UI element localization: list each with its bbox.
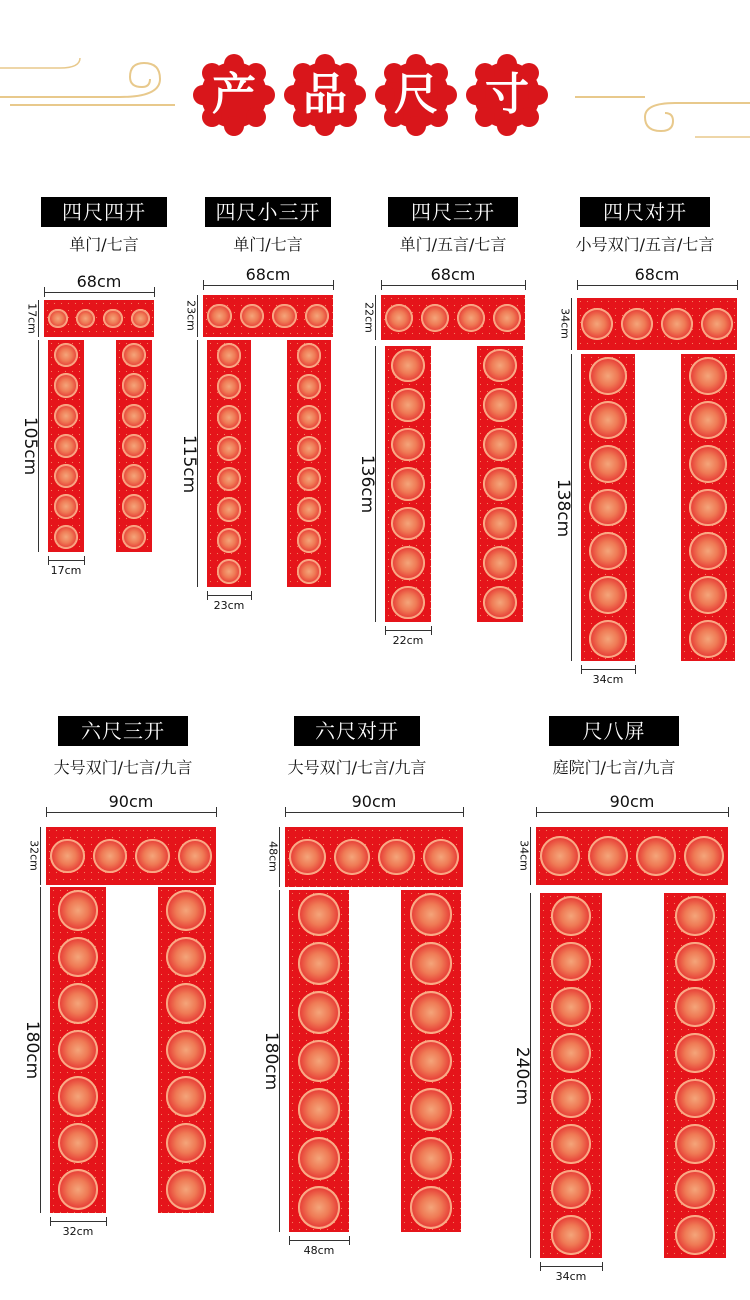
cloud-ornament-right [575, 85, 750, 145]
fu-medallion [421, 304, 449, 332]
vwidth-dimension-line [289, 1240, 349, 1241]
fu-medallion [122, 494, 146, 518]
fu-medallion [675, 987, 715, 1027]
vwidth-dimension-line [581, 669, 635, 670]
fu-medallion [391, 546, 424, 579]
product-title: 六尺对开 [294, 716, 420, 746]
fu-medallion [217, 343, 242, 368]
fu-medallion [122, 525, 146, 549]
fu-medallion [689, 357, 727, 395]
fu-medallion [689, 576, 727, 614]
right-vertical-scroll [401, 890, 461, 1232]
right-vertical-scroll [477, 346, 523, 622]
vertical-length-label: 115cm [179, 434, 199, 493]
product-subtitle: 大号双门/七言/九言 [53, 758, 193, 777]
fu-medallion [50, 839, 85, 874]
right-vertical-scroll [681, 354, 735, 661]
product-subtitle: 单门/七言 [69, 235, 139, 254]
fu-medallion [457, 304, 485, 332]
fu-medallion [689, 532, 727, 570]
fu-medallion [58, 1030, 99, 1071]
fu-medallion [54, 494, 78, 518]
vwidth-dimension-line [207, 595, 251, 596]
fu-medallion [540, 836, 580, 876]
fu-medallion [289, 839, 326, 876]
fu-medallion [410, 1186, 453, 1229]
vertical-length-label: 138cm [553, 478, 573, 537]
width-tick-right [728, 807, 729, 817]
product-title: 尺八屏 [549, 716, 679, 746]
fu-medallion [589, 489, 627, 527]
fu-medallion [334, 839, 371, 876]
fu-medallion [298, 942, 341, 985]
right-vertical-scroll [158, 887, 214, 1213]
title-badge-2 [283, 53, 367, 137]
fu-medallion [93, 839, 128, 874]
vwidth-dimension-line [540, 1266, 602, 1267]
width-tick-right [737, 280, 738, 290]
fu-medallion [122, 373, 146, 397]
fu-medallion [675, 1215, 715, 1255]
fu-medallion [122, 343, 146, 367]
product-subtitle: 小号双门/五言/七言 [575, 235, 715, 254]
fu-medallion [58, 1169, 99, 1210]
left-vertical-scroll [207, 340, 251, 587]
product-subtitle: 大号双门/七言/九言 [287, 758, 427, 777]
fu-medallion [483, 546, 516, 579]
fu-medallion [391, 467, 424, 500]
fu-medallion [297, 405, 322, 430]
product-title: 四尺小三开 [205, 197, 331, 227]
fu-medallion [305, 304, 330, 329]
horizontal-height-label: 32cm [27, 840, 41, 871]
fu-medallion [298, 1088, 341, 1131]
fu-medallion [589, 357, 627, 395]
fu-medallion [589, 620, 627, 658]
fu-medallion [689, 620, 727, 658]
product-subtitle: 庭院门/七言/九言 [552, 758, 676, 777]
fu-medallion [410, 1137, 453, 1180]
horizontal-scroll [203, 295, 333, 337]
fu-medallion [217, 497, 242, 522]
fu-medallion [207, 304, 232, 329]
fu-medallion [298, 1186, 341, 1229]
vertical-width-label: 34cm [592, 673, 624, 686]
fu-medallion [54, 373, 78, 397]
fu-medallion [58, 1076, 99, 1117]
fu-medallion [551, 987, 591, 1027]
fu-medallion [391, 428, 424, 461]
width-dimension-line [44, 292, 154, 293]
fu-medallion [551, 896, 591, 936]
fu-medallion [135, 839, 170, 874]
left-vertical-scroll [540, 893, 602, 1258]
fu-medallion [410, 1088, 453, 1131]
fu-medallion [131, 309, 151, 329]
vertical-width-label: 48cm [303, 1244, 335, 1257]
vertical-length-label: 240cm [512, 1046, 532, 1105]
horizontal-height-label: 22cm [362, 301, 376, 333]
vertical-length-label: 105cm [20, 416, 40, 476]
fu-medallion [166, 1169, 207, 1210]
fu-medallion [103, 309, 123, 329]
width-label: 90cm [108, 792, 154, 811]
width-tick-left [44, 287, 45, 297]
fu-medallion [483, 507, 516, 540]
left-vertical-scroll [50, 887, 106, 1213]
horizontal-height-label: 23cm [184, 300, 198, 331]
width-tick-left [381, 280, 382, 290]
fu-medallion [636, 836, 676, 876]
fu-medallion [675, 896, 715, 936]
product-subtitle: 单门/五言/七言 [399, 235, 507, 254]
fu-medallion [166, 1076, 207, 1117]
fu-medallion [166, 983, 207, 1024]
fu-medallion [589, 401, 627, 439]
horizontal-height-label: 34cm [558, 308, 572, 339]
horizontal-scroll [44, 300, 154, 337]
title-badge-3 [374, 53, 458, 137]
fu-medallion [551, 1033, 591, 1073]
fu-medallion [483, 388, 516, 421]
fu-medallion [483, 428, 516, 461]
right-vertical-scroll [287, 340, 331, 587]
fu-medallion [217, 374, 242, 399]
fu-medallion [675, 942, 715, 982]
fu-medallion [166, 890, 207, 931]
fu-medallion [423, 839, 460, 876]
fu-medallion [58, 890, 99, 931]
page-header [0, 0, 750, 150]
right-vertical-scroll [116, 340, 152, 552]
fu-medallion [410, 1040, 453, 1083]
vertical-width-label: 34cm [555, 1270, 587, 1283]
fu-medallion [493, 304, 521, 332]
fu-medallion [391, 349, 424, 382]
title-char-2: 品 [303, 69, 347, 120]
fu-medallion [58, 1123, 99, 1164]
width-dimension-line [381, 285, 525, 286]
vertical-width-label: 32cm [62, 1225, 94, 1238]
fu-medallion [297, 528, 322, 553]
fu-medallion [298, 991, 341, 1034]
fu-medallion [675, 1124, 715, 1164]
fu-medallion [217, 436, 242, 461]
fu-medallion [122, 404, 146, 428]
fu-medallion [122, 434, 146, 458]
width-tick-right [154, 287, 155, 297]
vwidth-dimension-line [50, 1221, 106, 1222]
width-label: 68cm [76, 272, 122, 291]
fu-medallion [58, 937, 99, 978]
fu-medallion [701, 308, 733, 340]
fu-medallion [391, 507, 424, 540]
fu-medallion [217, 467, 242, 492]
vertical-width-label: 22cm [392, 634, 424, 647]
fu-medallion [297, 467, 322, 492]
width-tick-left [536, 807, 537, 817]
fu-medallion [689, 401, 727, 439]
fu-medallion [581, 308, 613, 340]
width-tick-left [577, 280, 578, 290]
fu-medallion [684, 836, 724, 876]
left-vertical-scroll [581, 354, 635, 661]
title-badge-4 [465, 53, 549, 137]
fu-medallion [58, 983, 99, 1024]
width-dimension-line [577, 285, 737, 286]
product-title: 四尺对开 [580, 197, 710, 227]
width-dimension-line [536, 812, 728, 813]
width-dimension-line [285, 812, 463, 813]
width-tick-left [285, 807, 286, 817]
horizontal-scroll [46, 827, 216, 885]
fu-medallion [483, 586, 516, 619]
fu-medallion [689, 445, 727, 483]
horizontal-scroll [285, 827, 463, 887]
fu-medallion [589, 576, 627, 614]
fu-medallion [551, 1124, 591, 1164]
fu-medallion [385, 304, 413, 332]
fu-medallion [122, 464, 146, 488]
fu-medallion [297, 497, 322, 522]
fu-medallion [551, 1170, 591, 1210]
vwidth-dimension-line [385, 630, 431, 631]
fu-medallion [76, 309, 96, 329]
fu-medallion [298, 1137, 341, 1180]
fu-medallion [298, 1040, 341, 1083]
left-vertical-scroll [289, 890, 349, 1232]
fu-medallion [378, 839, 415, 876]
product-title: 六尺三开 [58, 716, 188, 746]
width-tick-right [463, 807, 464, 817]
fu-medallion [391, 586, 424, 619]
fu-medallion [391, 388, 424, 421]
vertical-length-label: 180cm [22, 1020, 42, 1080]
width-tick-right [216, 807, 217, 817]
fu-medallion [54, 434, 78, 458]
fu-medallion [166, 937, 207, 978]
product-title: 四尺四开 [41, 197, 167, 227]
fu-medallion [675, 1079, 715, 1119]
fu-medallion [178, 839, 213, 874]
width-dimension-line [203, 285, 333, 286]
vertical-width-label: 17cm [50, 564, 82, 577]
fu-medallion [675, 1170, 715, 1210]
horizontal-height-label: 34cm [517, 840, 531, 871]
width-label: 68cm [430, 265, 476, 284]
width-label: 68cm [634, 265, 680, 284]
right-vertical-scroll [664, 893, 726, 1258]
product-title: 四尺三开 [388, 197, 518, 227]
fu-medallion [48, 309, 68, 329]
title-char-4: 寸 [485, 69, 529, 120]
fu-medallion [217, 559, 242, 584]
fu-medallion [272, 304, 297, 329]
fu-medallion [689, 489, 727, 527]
title-char-3: 尺 [394, 69, 438, 120]
vertical-width-label: 23cm [213, 599, 245, 612]
width-tick-right [333, 280, 334, 290]
width-tick-right [525, 280, 526, 290]
fu-medallion [166, 1123, 207, 1164]
fu-medallion [298, 893, 341, 936]
fu-medallion [297, 436, 322, 461]
title-badge-1 [192, 53, 276, 137]
fu-medallion [483, 349, 516, 382]
horizontal-scroll [577, 298, 737, 350]
fu-medallion [297, 374, 322, 399]
left-vertical-scroll [48, 340, 84, 552]
fu-medallion [410, 991, 453, 1034]
fu-medallion [483, 467, 516, 500]
fu-medallion [551, 942, 591, 982]
fu-medallion [54, 343, 78, 367]
fu-medallion [297, 343, 322, 368]
fu-medallion [551, 1079, 591, 1119]
vertical-length-label: 136cm [357, 454, 377, 514]
fu-medallion [54, 525, 78, 549]
fu-medallion [54, 464, 78, 488]
fu-medallion [589, 532, 627, 570]
product-subtitle: 单门/七言 [233, 235, 303, 254]
title-char-1: 产 [212, 69, 256, 120]
fu-medallion [675, 1033, 715, 1073]
vertical-length-label: 180cm [261, 1031, 281, 1091]
fu-medallion [621, 308, 653, 340]
fu-medallion [589, 445, 627, 483]
fu-medallion [661, 308, 693, 340]
fu-medallion [297, 559, 322, 584]
fu-medallion [551, 1215, 591, 1255]
horizontal-scroll [536, 827, 728, 885]
fu-medallion [240, 304, 265, 329]
width-label: 90cm [351, 792, 397, 811]
width-label: 68cm [245, 265, 291, 284]
width-tick-left [203, 280, 204, 290]
cloud-ornament-left [0, 55, 190, 115]
fu-medallion [410, 942, 453, 985]
width-label: 90cm [609, 792, 655, 811]
fu-medallion [166, 1030, 207, 1071]
fu-medallion [54, 404, 78, 428]
fu-medallion [410, 893, 453, 936]
fu-medallion [217, 405, 242, 430]
horizontal-scroll [381, 295, 525, 340]
fu-medallion [588, 836, 628, 876]
vwidth-dimension-line [48, 560, 84, 561]
width-tick-left [46, 807, 47, 817]
left-vertical-scroll [385, 346, 431, 622]
width-dimension-line [46, 812, 216, 813]
fu-medallion [217, 528, 242, 553]
horizontal-height-label: 48cm [266, 841, 280, 872]
horizontal-height-label: 17cm [25, 302, 39, 334]
